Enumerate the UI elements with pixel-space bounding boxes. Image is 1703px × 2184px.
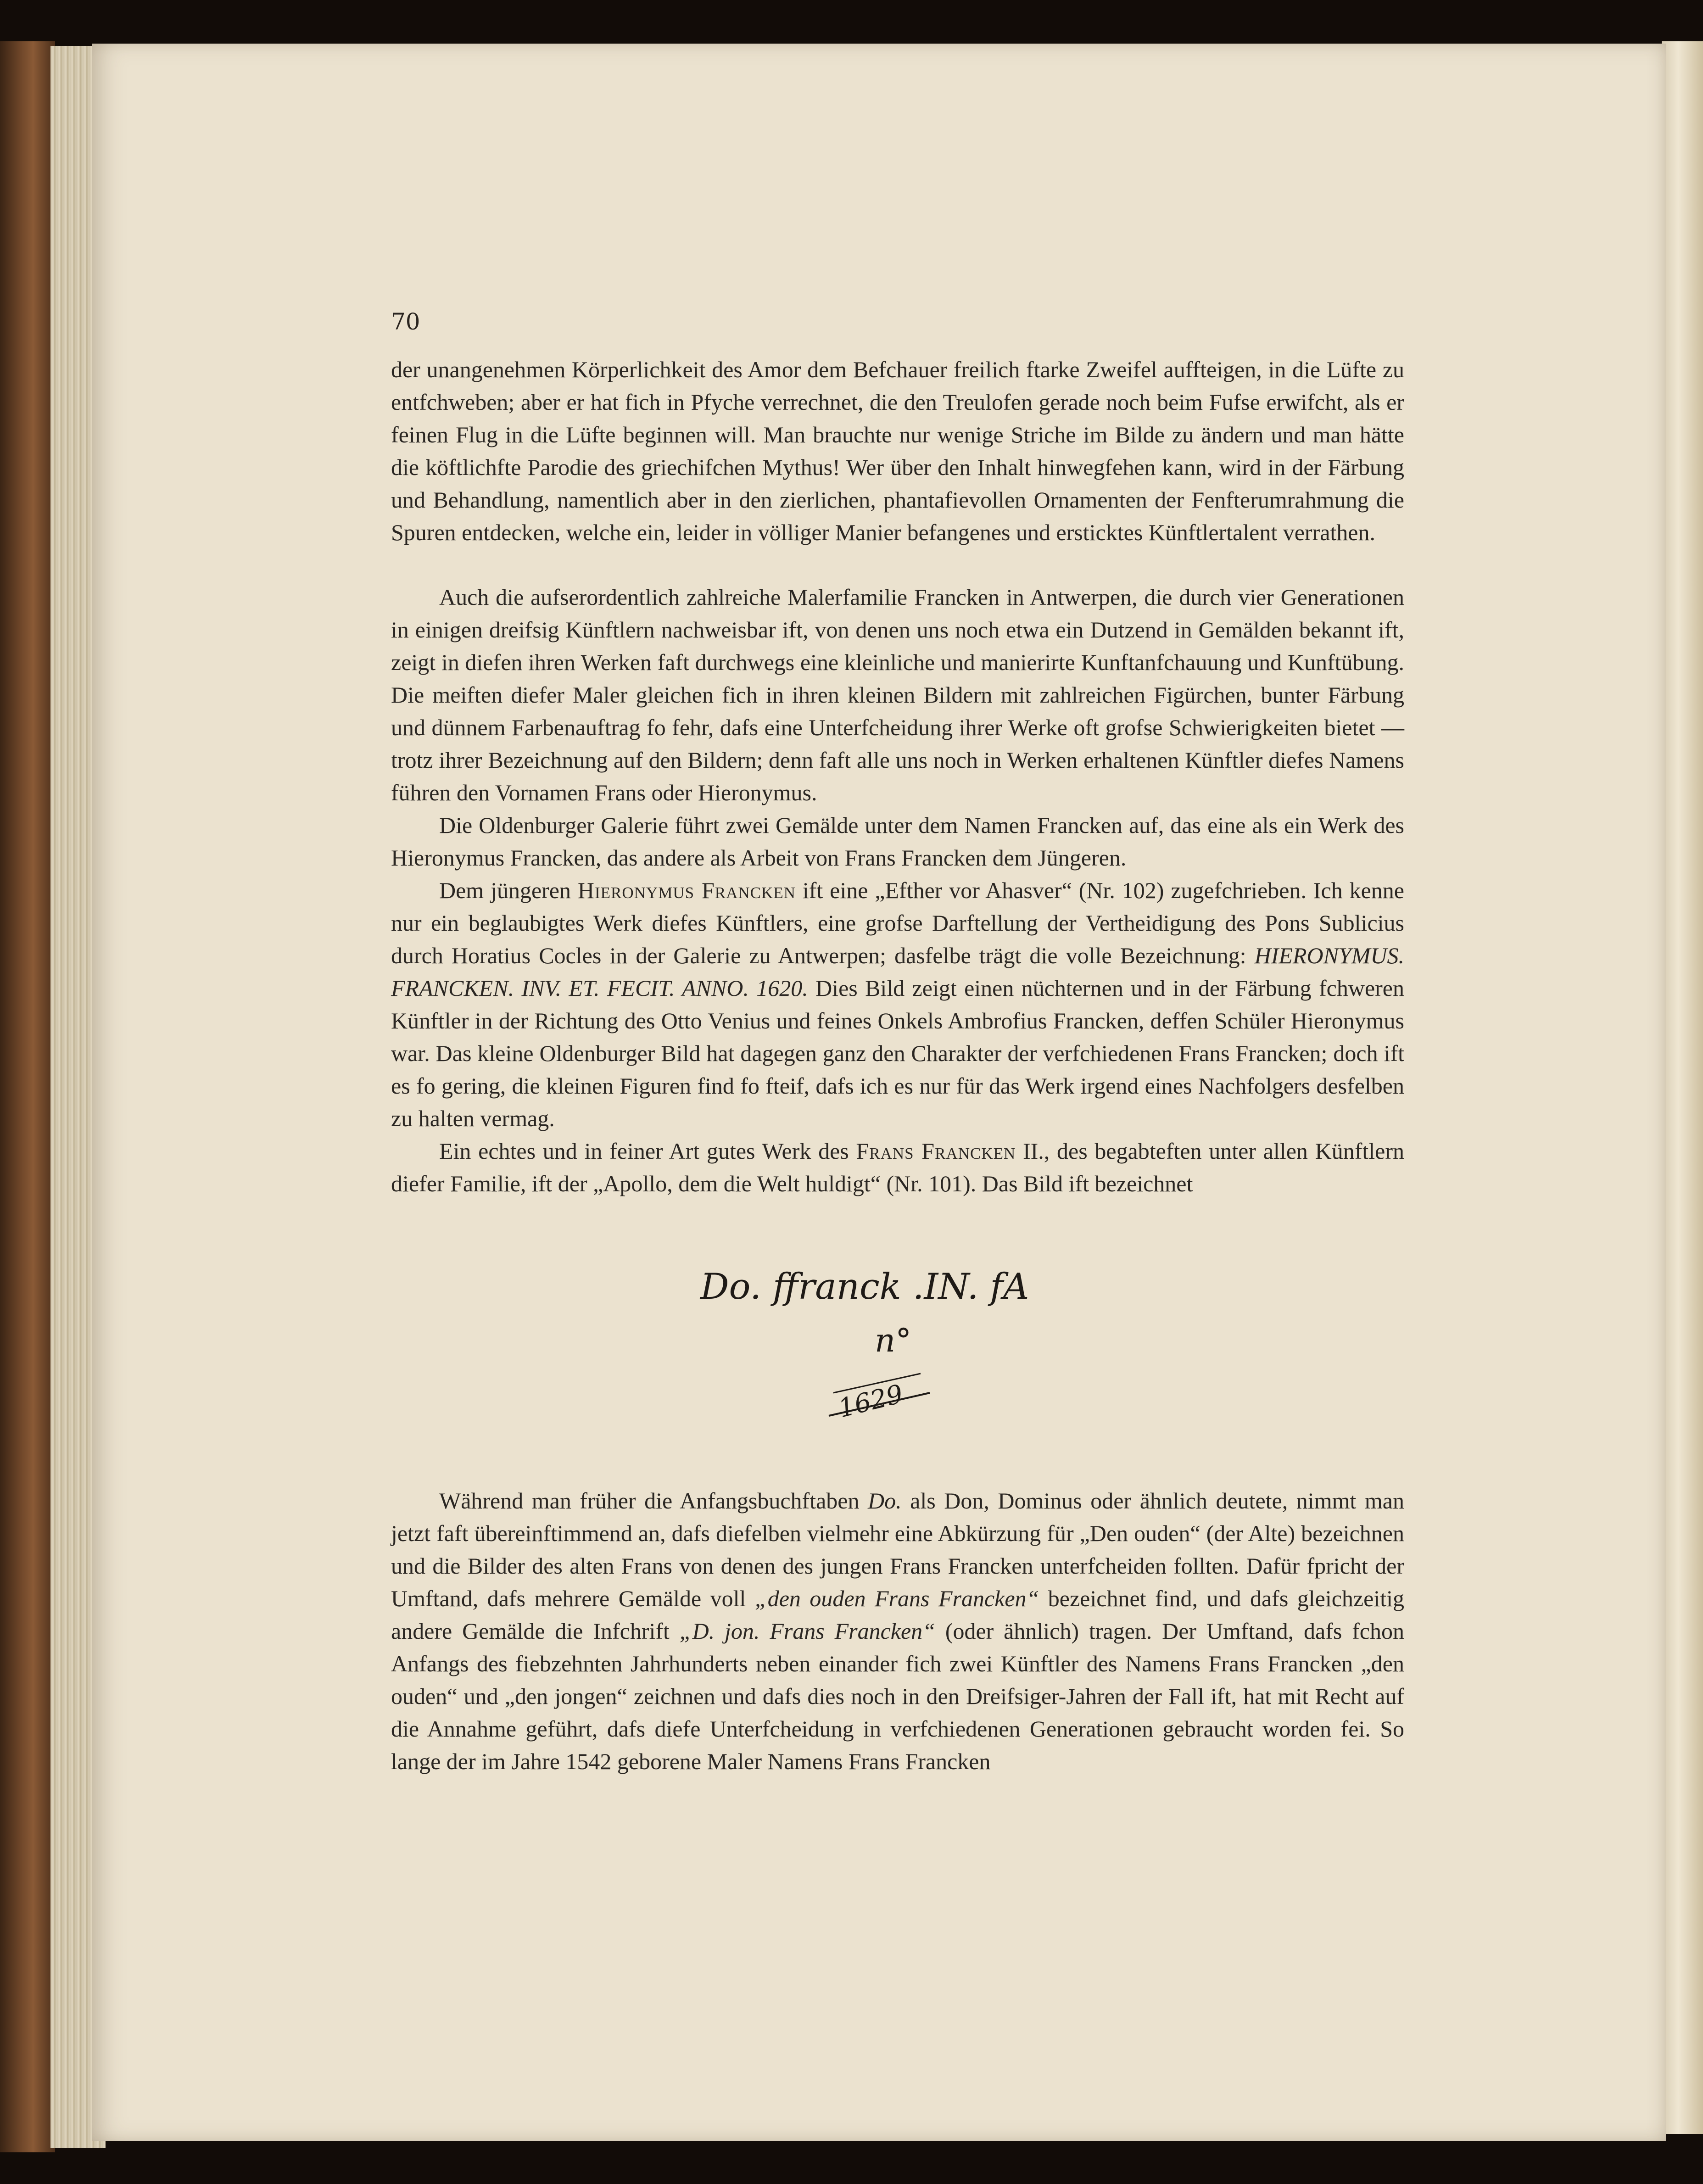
paragraph-3	[391, 809, 1404, 874]
paragraph-4-run-1: Hieronymus Francken	[577, 877, 796, 903]
paragraph-6-run-1: Do.	[868, 1488, 902, 1514]
paragraph-1	[391, 353, 1404, 549]
signature-date: 1629	[835, 1379, 906, 1424]
paragraph-5-run-2: II., des begabteften unter allen Künftlern diefer Familie, ift der „Apollo, dem die Welt huldigt“ (Nr. 101). Das Bild ift bezeichnet	[391, 1138, 1404, 1196]
signature-facsimile	[691, 1255, 1104, 1439]
paragraph-1-run-0: der unangenehmen Körperlichkeit des Amor dem Befchauer freilich ftarke Zweifel auffteigen, in die Lüfte zu entfchweben; aber er hat fich in Pfyche verrechnet, die den Treulofen gerade noch beim Fufse erwifcht, als er feinen Flug in die Lüfte beginnen will. Man brauchte nur wenige Striche im Bilde zu ändern und man hätte die köftlichfte Parodie des griechifchen Mythus! Wer über den Inhalt hinwegfehen kann, wird in der Färbung und Behandlung, namentlich aber in den zierlichen, phantafievollen Ornamenten der Fenfterumrahmung die Spuren entdecken, welche ein, leider in völliger Manier befangenes und ersticktes Künftlertalent verrathen.	[391, 357, 1404, 545]
signature-line-1: Do. ffranck .IN. fA	[700, 1266, 1029, 1307]
paragraph-6-run-2: als Don, Dominus oder ähnlich deutete, nimmt man jetzt faft übereinftimmend an, dafs diefelben vielmehr eine Abkürzung für „Den ouden“ (der Alte) bezeichnen und die Bilder des alten Frans von denen des jungen Frans Francken unterfcheiden follten. Dafür fpricht der Umftand, dafs mehrere Gemälde voll	[391, 1488, 1404, 1611]
paragraph-5-run-0: Ein echtes und in feiner Art gutes Werk des	[439, 1138, 856, 1164]
paragraph-3-run-0: Die Oldenburger Galerie führt zwei Gemälde unter dem Namen Francken auf, das eine als ein Werk des Hieronymus Francken, das andere als Arbeit von Frans Francken dem Jüngeren.	[391, 812, 1404, 871]
paragraph-4-run-2: ift eine „Efther vor Ahasver“ (Nr. 102) zugefchrieben. Ich kenne nur ein beglaubigtes Werk diefes Künftlers, eine grofse Darftellung der Vertheidigung des Pons Sublicius durch Horatius Cocles in der Galerie zu Antwerpen; dasfelbe trägt die volle Bezeichnung:	[391, 877, 1404, 968]
paragraph-4-run-4: Dies Bild zeigt einen nüchternen und in der Färbung fchweren Künftler in der Richtung des Otto Venius und feines Onkels Ambrofius Francken, deffen Schüler Hieronymus war. Das kleine Oldenburger Bild hat dagegen ganz den Charakter der verfchiedenen Frans Francken; doch ift es fo gering, die kleinen Figuren find fo fteif, dafs ich es nur für das Werk irgend eines Nachfolgers desfelben zu halten vermag.	[391, 975, 1404, 1131]
paragraph-5	[391, 1135, 1404, 1200]
body-text	[391, 353, 1404, 1778]
paragraph-6-run-6: (oder ähnlich) tragen. Der Umftand, dafs fchon Anfangs des fiebzehnten Jahrhunderts neben einander fich zwei Künftler des Namens Frans Francken „den ouden“ und „den jongen“ zeichnen und dafs dies noch in den Dreifsiger-Jahren der Fall ift, hat mit Recht auf die Annahme geführt, dafs diefe Unterfcheidung in verfchiedenen Generationen gebraucht worden fei. So lange der im Jahre 1542 geborene Maler Namens Frans Francken	[391, 1618, 1404, 1774]
signature-line-2: n°	[875, 1322, 912, 1359]
next-page-edge	[1662, 41, 1703, 2134]
paragraph-4-run-0: Dem jüngeren	[439, 877, 578, 903]
paragraph-2-run-0: Auch die aufserordentlich zahlreiche Malerfamilie Francken in Antwerpen, die durch vier Generationen in einigen dreifsig Künftlern nachweisbar ift, von denen uns noch etwa ein Dutzend in Gemälden bekannt ift, zeigt in diefen ihren Werken faft durchwegs eine kleinliche und manierirte Kunftanfchauung und Kunftübung. Die meiften diefer Maler gleichen fich in ihren kleinen Bildern mit zahlreichen Figürchen, bunter Färbung und dünnem Farbenauftrag fo fehr, dafs eine Unterfcheidung ihrer Werke oft grofse Schwierigkeiten bietet — trotz ihrer Bezeichnung auf den Bildern; denn faft alle uns noch in Werken erhaltenen Künftler diefes Namens führen den Vornamen Frans oder Hieronymus.	[391, 584, 1404, 805]
paragraph-2	[391, 581, 1404, 809]
paragraph-5-run-1: Frans Francken	[856, 1138, 1016, 1164]
page-number: 70	[391, 308, 420, 335]
paragraph-4-run-3: HIERONYMUS. FRANCKEN. INV. ET. FECIT. ANNO. 1620.	[391, 943, 1404, 1001]
paragraph-6-run-0: Während man früher die Anfangsbuchftaben	[439, 1488, 868, 1514]
paragraph-6-run-4: bezeichnet find, und dafs gleichzeitig andere Gemälde die Infchrift	[391, 1586, 1404, 1644]
book-spine	[0, 41, 55, 2152]
paragraph-6-run-3: „den ouden Frans Francken“	[754, 1586, 1039, 1611]
paragraph-6	[391, 1485, 1404, 1778]
paragraph-4	[391, 874, 1404, 1135]
paragraph-6-run-5: „D. jon. Frans Francken“	[679, 1618, 935, 1644]
